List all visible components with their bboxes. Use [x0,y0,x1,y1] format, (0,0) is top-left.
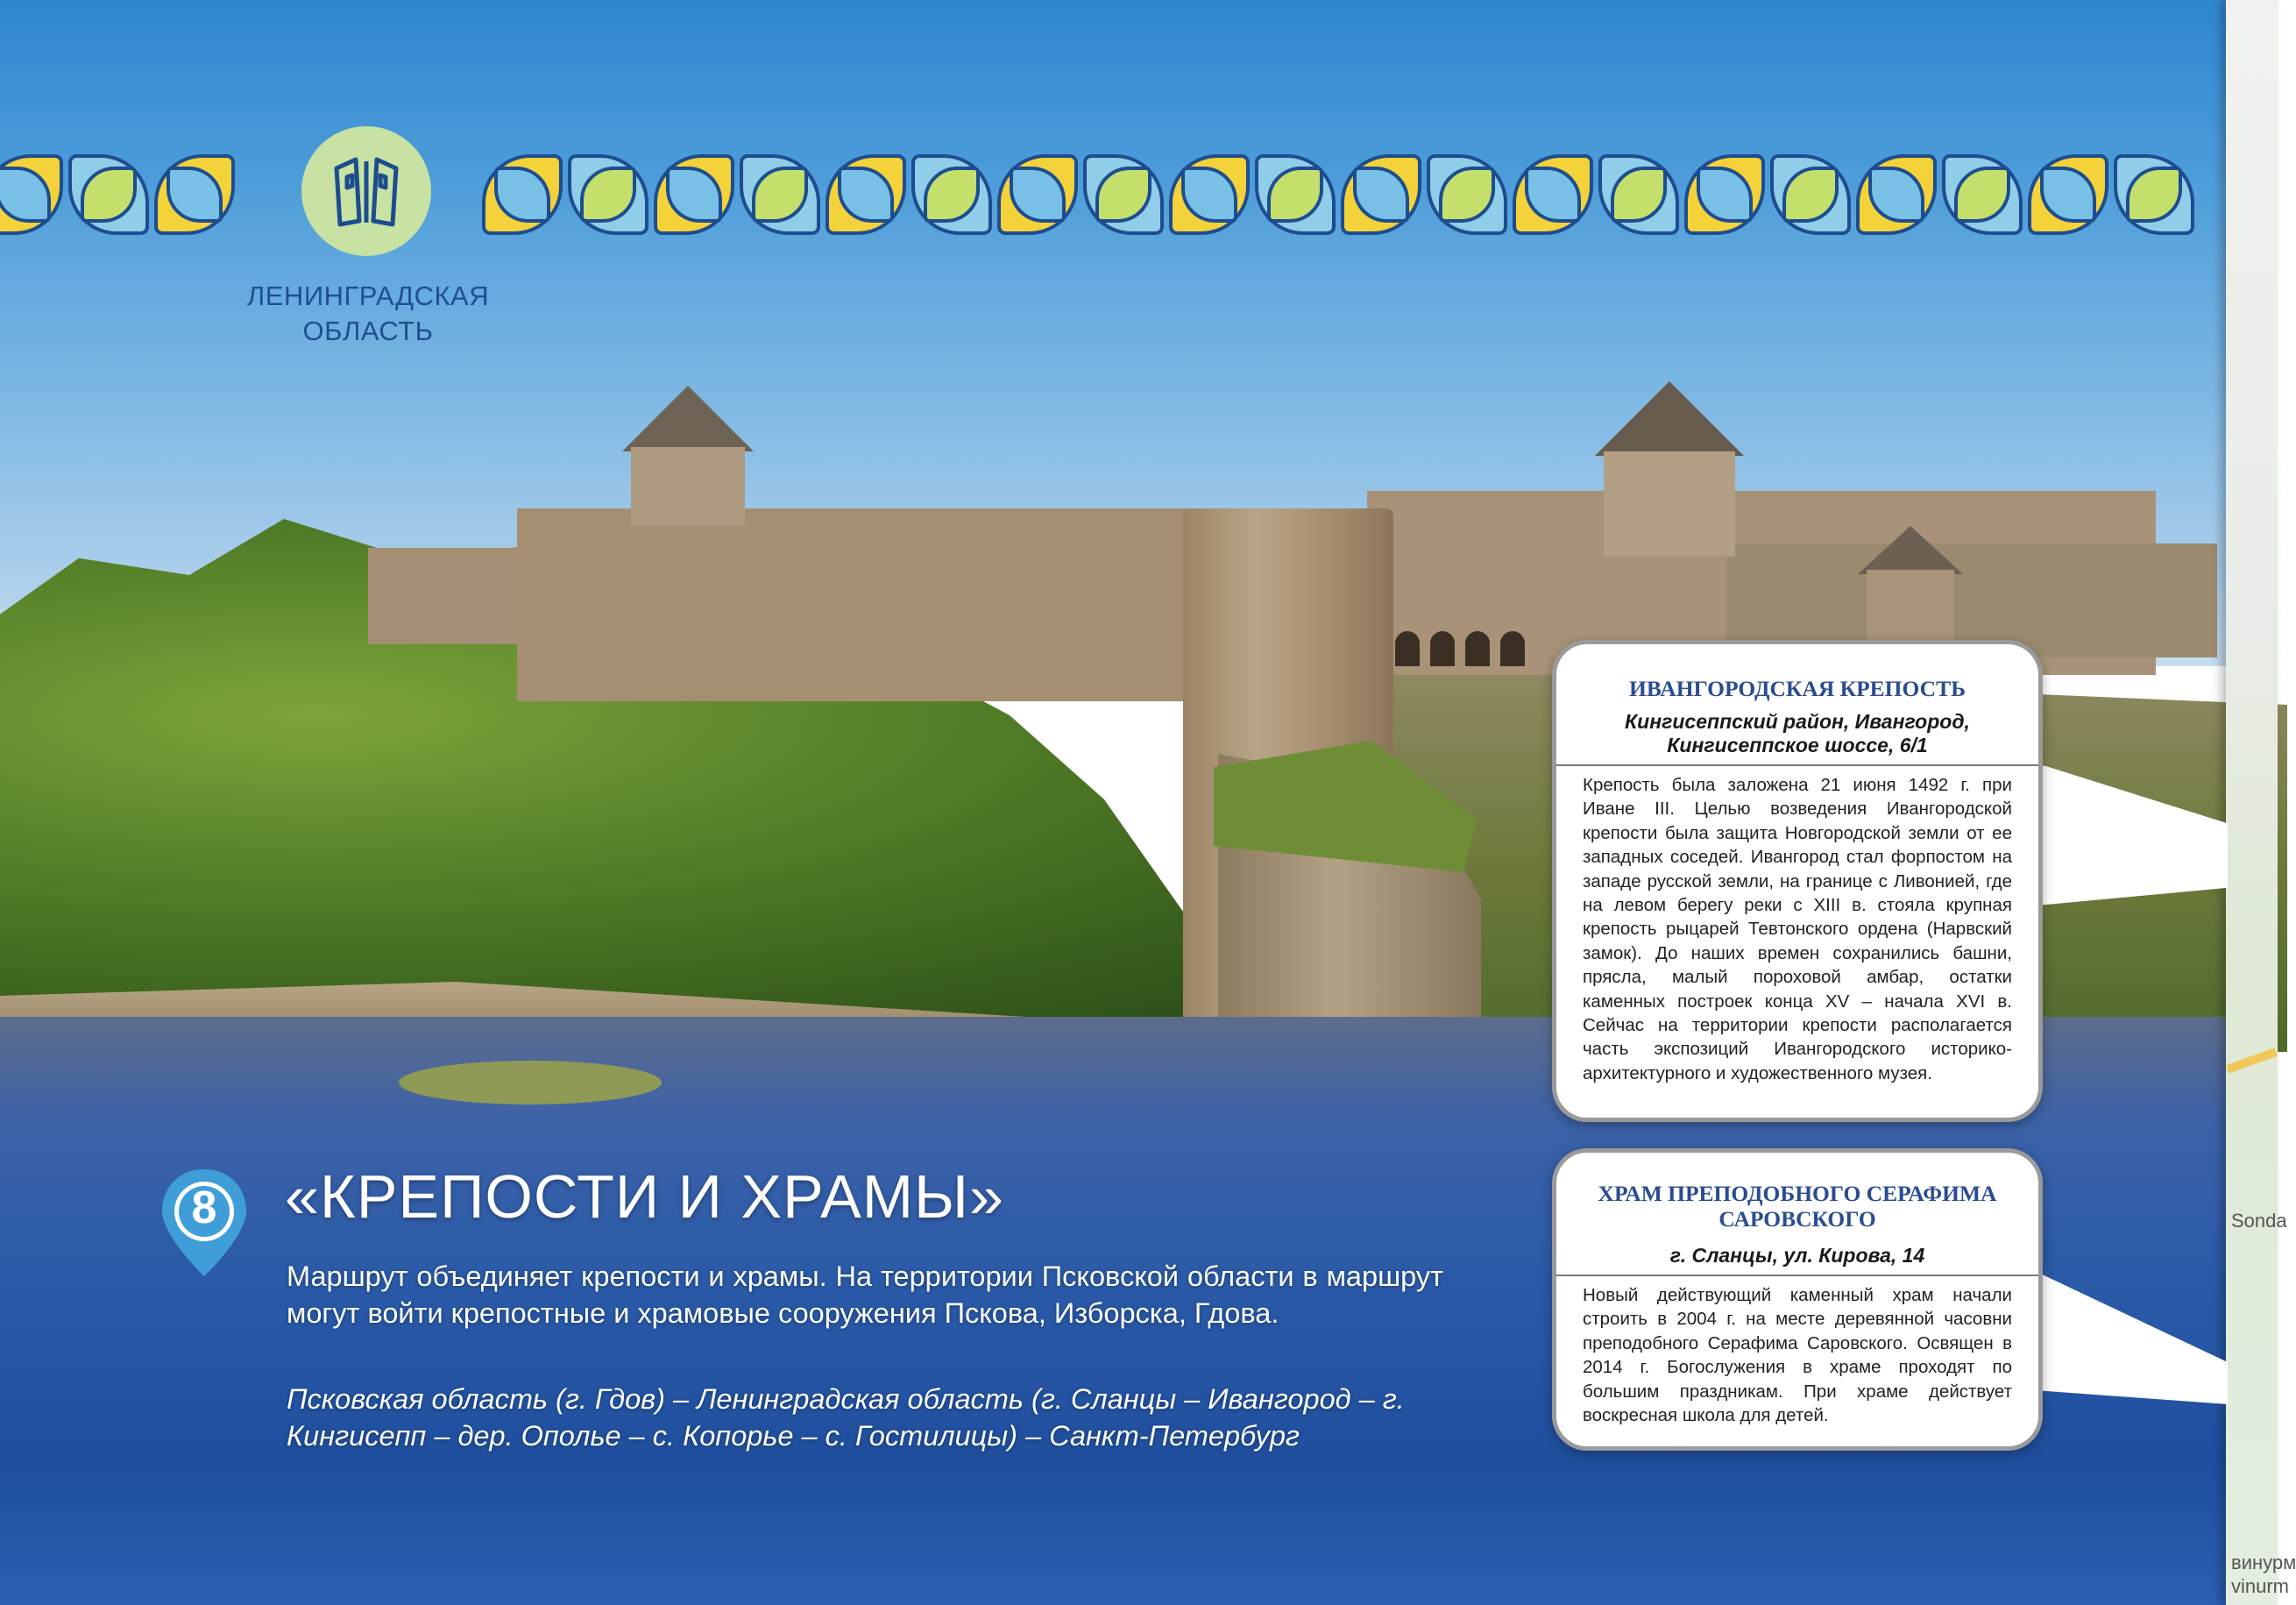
info-card-serafim-church [1552,1148,2043,1451]
route-intro: Маршрут объединяет крепости и храмы. На территории Псковской области в маршрут могут войти крепостные и храмовые сооружения Пскова, Изборска, Гдова. [287,1261,1443,1329]
map-label: винурм [2231,1552,2296,1573]
card-body: Крепость была заложена 21 июня 1492 г. при Иване III. Целью возведения Ивангородской крепости была защита Новгородской земли от ее западных соседей. Ивангород стал форпостом на западе русской земли, на границе с Ливонией, где на левом берегу реки с XIII в. стояла крупная крепость рыцарей Тевтонского ордена (Нарвский замок). До наших времен сохранились башни, прясла, малый пороховой амбар, остатки каменных построек конца XV – начала XVI в. Сейчас на территории крепости располагается часть экспозиций Ивангородского историко-архитектурного и художественного музея. [1583,775,2012,1083]
card-divider [1556,1275,2038,1276]
route-title: «КРЕПОСТИ И ХРАМЫ» [285,1162,1004,1231]
card-address: Кингисеппский район, Ивангород, Кингисеппское шоссе, 6/1 [1625,710,1970,756]
card-title: ИВАНГОРОДСКАЯ КРЕПОСТЬ [1629,676,1966,701]
ornament-band-right [482,127,2194,263]
card-body: Новый действующий каменный храм начали строить в 2004 г. на месте деревянной часовни преподобного Серафима Саровского. Освящен в 2014 г. Богослужения в храме проходят по большим праздникам. При храме действует воскресная школа для детей. [1583,1285,2012,1426]
map-label: Sonda [2231,1210,2287,1232]
region-name: ЛЕНИНГРАДСКАЯ ОБЛАСТЬ [246,281,490,346]
card-divider [1556,764,2038,766]
route-number: 8 [191,1182,217,1233]
card-title: ХРАМ ПРЕПОДОБНОГО СЕРАФИМА САРОВСКОГО [1598,1181,1997,1232]
island-background [399,1061,662,1104]
map-strip [2226,0,2278,1605]
card-address: г. Сланцы, ул. Кирова, 14 [1669,1244,1925,1267]
info-card-ivangorod [1552,640,2043,1122]
leningrad-region-logo-icon [301,126,431,256]
route-path: Псковская область (г. Гдов) – Ленинградская область (г. Сланцы – Ивангород – г. Кингисепп – дер. Ополье – с. Копорье – с. Гостилицы) – Санкт-Петербург [287,1383,1405,1452]
map-label: vinurm [2231,1575,2290,1597]
ornament-band-left [0,127,235,263]
